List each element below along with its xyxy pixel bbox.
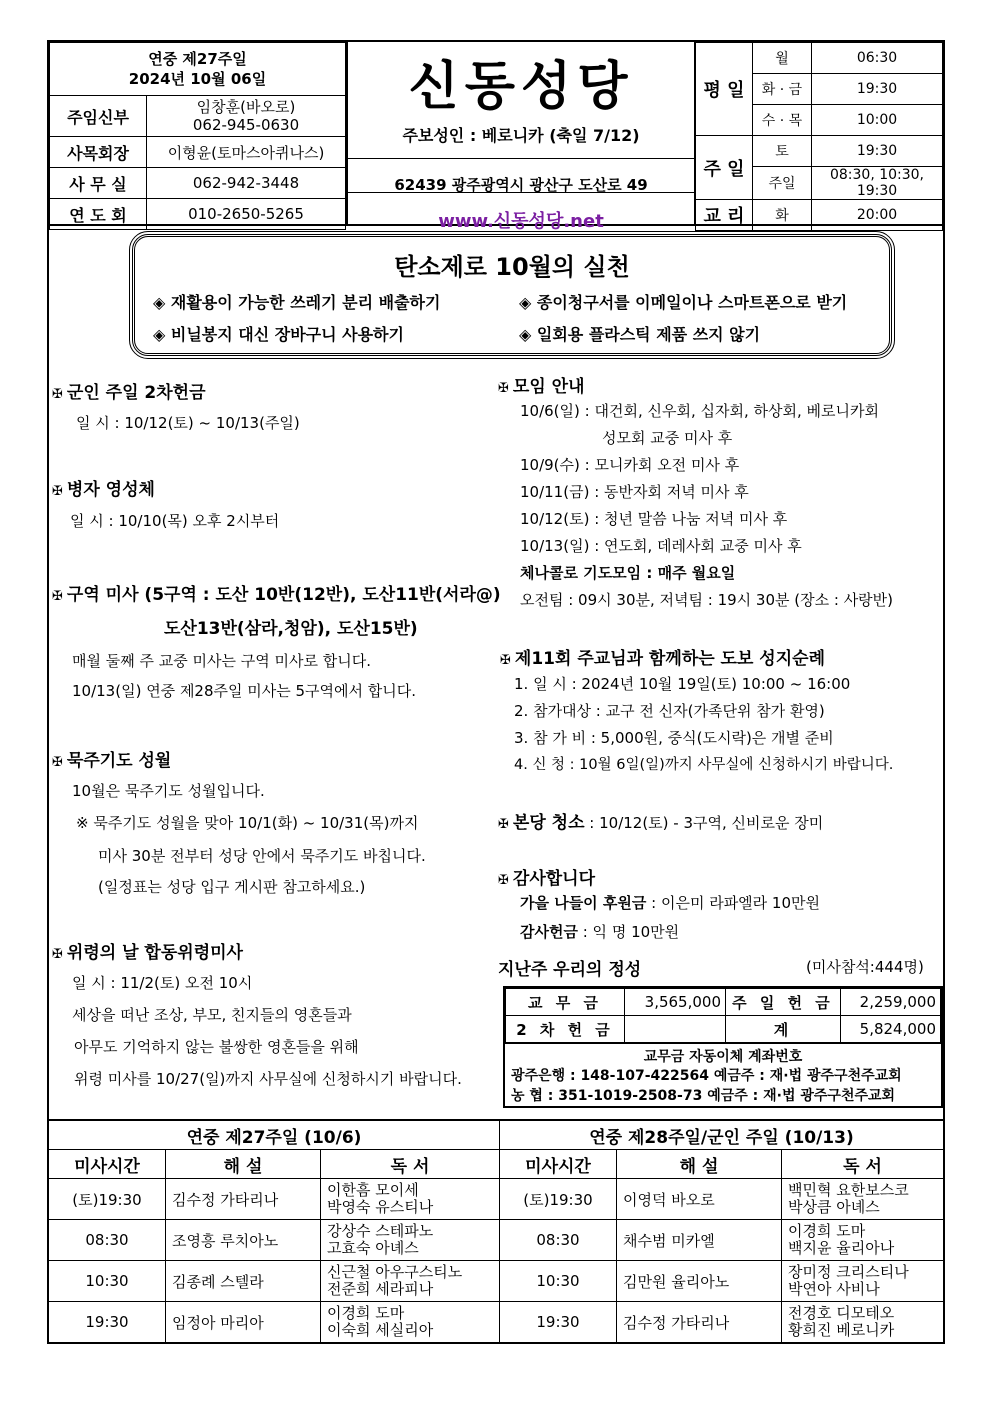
meeting-line: 10/9(수) : 모니카회 오전 미사 후 bbox=[520, 456, 740, 474]
cleaning-notice: ✠ 본당 청소 : 10/12(토) - 3구역, 신비로운 장미 bbox=[498, 813, 824, 833]
bank-account-line: 농 협 : 351-1019-2508-73 예금주 : 재·법 광주구천주교회 bbox=[511, 1088, 896, 1104]
readers: 전경호 디모테오 황희진 베로니카 bbox=[782, 1302, 945, 1344]
banner-item: ◈ 일회용 플라스틱 제품 쓰지 않기 bbox=[519, 325, 761, 344]
all-souls-line: 아무도 기억하지 않는 불쌍한 영혼들을 위해 bbox=[74, 1038, 359, 1056]
col-reader: 독 서 bbox=[321, 1150, 500, 1179]
cross-icon: ✠ bbox=[52, 589, 63, 604]
commentator: 김수정 가타리나 bbox=[166, 1179, 321, 1220]
pilgrimage-line: 2. 참가대상 : 교구 전 신자(가족단위 참가 환영) bbox=[514, 702, 825, 720]
sick-communion-date: 일 시 : 10/10(목) 오후 2시부터 bbox=[70, 512, 280, 530]
carbon-zero-banner bbox=[132, 234, 892, 356]
col-reader: 독 서 bbox=[782, 1150, 945, 1179]
cross-icon: ✠ bbox=[52, 387, 63, 402]
schedule-time: 06:30 bbox=[812, 43, 943, 74]
offering-value: 2,259,000 bbox=[841, 989, 941, 1016]
cenacle-prayer: 체나콜로 기도모임 : 매주 월요일 bbox=[520, 564, 736, 582]
cross-icon: ✠ bbox=[500, 653, 511, 668]
meeting-line: 성모회 교중 미사 후 bbox=[602, 429, 733, 447]
office-phone: 062-942-3448 bbox=[147, 168, 346, 199]
cross-icon: ✠ bbox=[52, 755, 63, 770]
district-mass-line: 10/13(일) 연중 제28주일 미사는 5구역에서 합니다. bbox=[72, 682, 417, 700]
catechism-label: 교 리 bbox=[696, 200, 753, 231]
schedule-day: 월 bbox=[753, 43, 812, 74]
readers: 장미정 크리스티나 박연아 사비나 bbox=[782, 1261, 945, 1302]
thanks-line: 가을 나들이 후원금 : 이은미 라파엘라 10만원 bbox=[520, 894, 820, 912]
week27-title: 연중 제27주일 (10/6) bbox=[48, 1120, 500, 1150]
col-comment: 해 설 bbox=[166, 1150, 321, 1179]
bank-accounts bbox=[505, 1043, 941, 1106]
offering-value: 5,824,000 bbox=[841, 1016, 941, 1043]
thanks-line: 감사헌금 : 익 명 10만원 bbox=[520, 923, 680, 941]
parish-title: 신동성당 bbox=[408, 57, 634, 117]
commentator: 김수정 가타리나 bbox=[617, 1302, 782, 1344]
sick-communion-heading: ✠ 병자 영성체 bbox=[52, 480, 155, 500]
offering-label: 주 일 헌 금 bbox=[726, 989, 841, 1016]
mass-time: (토)19:30 bbox=[500, 1179, 617, 1220]
mass-time: 10:30 bbox=[500, 1261, 617, 1302]
commentator: 조영흥 루치아노 bbox=[166, 1220, 321, 1261]
readers: 이한흠 모이세 박영숙 유스티나 bbox=[321, 1179, 500, 1220]
banner-item: ◈ 비닐봉지 대신 장바구니 사용하기 bbox=[153, 325, 404, 344]
rosary-line: 미사 30분 전부터 성당 안에서 묵주기도 바칩니다. bbox=[98, 847, 426, 865]
commentator: 임정아 마리아 bbox=[166, 1302, 321, 1344]
all-souls-heading: ✠ 위령의 날 합동위령미사 bbox=[52, 943, 243, 963]
meeting-line: 10/13(일) : 연도회, 데레사회 교중 미사 후 bbox=[520, 537, 802, 555]
thanks-heading: ✠ 감사합니다 bbox=[498, 869, 596, 889]
schedule-day: 토 bbox=[753, 136, 812, 167]
readers: 이경희 도마 이숙희 세실리아 bbox=[321, 1302, 500, 1344]
schedule-time: 10:00 bbox=[812, 105, 943, 136]
bank-accounts-title: 교무금 자동이체 계좌번호 bbox=[643, 1049, 803, 1065]
mass-time: (토)19:30 bbox=[48, 1179, 166, 1220]
weekday-label: 평 일 bbox=[696, 43, 753, 136]
pastor-value bbox=[147, 96, 346, 137]
pilgrimage-heading: ✠ 제11회 주교님과 함께하는 도보 성지순례 bbox=[500, 649, 825, 669]
schedule-time: 08:30, 10:30, 19:30 bbox=[812, 167, 943, 200]
military-sunday-date: 일 시 : 10/12(토) ~ 10/13(주일) bbox=[76, 414, 300, 432]
offering-label: 교 무 금 bbox=[506, 989, 625, 1016]
schedule-time: 19:30 bbox=[812, 74, 943, 105]
mass-time: 10:30 bbox=[48, 1261, 166, 1302]
rosary-line: 10월은 묵주기도 성월입니다. bbox=[72, 782, 265, 800]
parish-info-table bbox=[49, 42, 346, 230]
bulletin-date: 2024년 10월 06일 bbox=[128, 70, 267, 88]
offering-value: 3,565,000 bbox=[625, 989, 726, 1016]
rosary-line: (일정표는 성당 입구 게시판 참고하세요.) bbox=[98, 878, 366, 896]
district-mass-line: 매월 둘째 주 교중 미사는 구역 미사로 합니다. bbox=[72, 652, 371, 670]
prayer-group-label: 연 도 회 bbox=[50, 199, 147, 230]
mass-time: 08:30 bbox=[500, 1220, 617, 1261]
parish-website[interactable]: www.신동성당.net bbox=[438, 211, 604, 232]
pastor-phone: 062-945-0630 bbox=[192, 116, 300, 134]
mass-schedule-table bbox=[695, 42, 943, 231]
schedule-day: 화 bbox=[753, 200, 812, 231]
banner-item: ◈ 재활용이 가능한 쓰레기 분리 배출하기 bbox=[153, 293, 441, 312]
mass-time: 19:30 bbox=[500, 1302, 617, 1344]
commentator: 김종례 스텔라 bbox=[166, 1261, 321, 1302]
mass-time: 19:30 bbox=[48, 1302, 166, 1344]
schedule-day: 수 · 목 bbox=[753, 105, 812, 136]
schedule-time: 20:00 bbox=[812, 200, 943, 231]
readers: 신근철 아우구스티노 전준희 세라피나 bbox=[321, 1261, 500, 1302]
liturgical-week: 연중 제27주일 bbox=[148, 50, 247, 68]
all-souls-line: 일 시 : 11/2(토) 오전 10시 bbox=[72, 974, 253, 992]
council-value: 이형윤(토마스아퀴나스) bbox=[147, 137, 346, 168]
meeting-line: 10/11(금) : 동반자회 저녁 미사 후 bbox=[520, 483, 749, 501]
table-row bbox=[48, 1220, 944, 1261]
mass-ministers-table bbox=[47, 1119, 945, 1344]
cross-icon: ✠ bbox=[52, 484, 63, 499]
pilgrimage-line: 4. 신 청 : 10월 6일(일)까지 사무실에 신청하시기 바랍니다. bbox=[514, 757, 894, 773]
cross-icon: ✠ bbox=[52, 947, 63, 962]
date-cell bbox=[50, 43, 346, 96]
offering-label: 2 차 헌 금 bbox=[506, 1016, 625, 1043]
prayer-group-phone: 010-2650-5265 bbox=[147, 199, 346, 230]
col-comment: 해 설 bbox=[617, 1150, 782, 1179]
commentator: 이영덕 바오로 bbox=[617, 1179, 782, 1220]
patron-saint: 주보성인 : 베로니카 (축일 7/12) bbox=[402, 126, 640, 145]
readers: 백민혁 요한보스코 박상큼 아녜스 bbox=[782, 1179, 945, 1220]
schedule-day: 화 · 금 bbox=[753, 74, 812, 105]
offering-table bbox=[505, 988, 941, 1043]
table-row bbox=[48, 1302, 944, 1344]
mass-ministers bbox=[47, 1119, 945, 1344]
cross-icon: ✠ bbox=[498, 873, 509, 888]
district-mass-heading: ✠ 구역 미사 (5구역 : 도산 10반(12반), 도산11반(서라@) bbox=[52, 585, 501, 605]
banner-item: ◈ 종이청구서를 이메일이나 스마트폰으로 받기 bbox=[519, 293, 848, 312]
bank-account-line: 광주은행 : 148-107-422564 예금주 : 재·법 광주구천주교회 bbox=[511, 1068, 902, 1084]
table-row bbox=[48, 1179, 944, 1220]
banner-title: 탄소제로 10월의 실천 bbox=[394, 253, 630, 281]
all-souls-line: 세상을 떠난 조상, 부모, 친지들의 영혼들과 bbox=[72, 1006, 352, 1024]
table-row bbox=[48, 1261, 944, 1302]
attendance-count: (미사참석:444명) bbox=[806, 958, 924, 976]
mass-time: 08:30 bbox=[48, 1220, 166, 1261]
parish-title-block bbox=[346, 42, 695, 232]
readers: 이경희 도마 백지윤 율리아나 bbox=[782, 1220, 945, 1261]
offering-label: 계 bbox=[726, 1016, 841, 1043]
office-label: 사 무 실 bbox=[50, 168, 147, 199]
pastor-name: 임창훈(바오로) bbox=[196, 98, 296, 116]
parish-address: 62439 광주광역시 광산구 도산로 49 bbox=[394, 176, 648, 194]
pilgrimage-line: 1. 일 시 : 2024년 10월 19일(토) 10:00 ~ 16:00 bbox=[514, 675, 851, 693]
cenacle-times: 오전팀 : 09시 30분, 저녁팀 : 19시 30분 (장소 : 사랑반) bbox=[520, 591, 894, 609]
meetings-heading: ✠ 모임 안내 bbox=[498, 377, 585, 397]
schedule-time: 19:30 bbox=[812, 136, 943, 167]
schedule-day: 주일 bbox=[753, 167, 812, 200]
all-souls-line: 위령 미사를 10/27(일)까지 사무실에 신청하시기 바랍니다. bbox=[74, 1070, 462, 1088]
military-sunday-heading: ✠ 군인 주일 2차헌금 bbox=[52, 383, 206, 403]
rosary-line: ※ 묵주기도 성월을 맞아 10/1(화) ~ 10/31(목)까지 bbox=[76, 814, 419, 832]
week28-title: 연중 제28주일/군인 주일 (10/13) bbox=[500, 1120, 945, 1150]
rosary-month-heading: ✠ 묵주기도 성월 bbox=[52, 751, 172, 771]
col-time: 미사시간 bbox=[500, 1150, 617, 1179]
pastor-label: 주임신부 bbox=[50, 96, 147, 137]
sunday-label: 주 일 bbox=[696, 136, 753, 200]
cross-icon: ✠ bbox=[498, 817, 509, 832]
meeting-line: 10/6(일) : 대건회, 신우회, 십자회, 하상회, 베로니카회 bbox=[520, 402, 879, 420]
bulletin-header bbox=[47, 40, 945, 232]
meeting-line: 10/12(토) : 청년 말씀 나눔 저녁 미사 후 bbox=[520, 510, 788, 528]
council-label: 사목회장 bbox=[50, 137, 147, 168]
pilgrimage-line: 3. 참 가 비 : 5,000원, 중식(도시락)은 개별 준비 bbox=[514, 729, 834, 747]
offering-box bbox=[503, 986, 943, 1108]
district-mass-heading-cont: 도산13반(삼라,청암), 도산15반) bbox=[164, 619, 418, 639]
commentator: 김만원 율리아노 bbox=[617, 1261, 782, 1302]
col-time: 미사시간 bbox=[48, 1150, 166, 1179]
cross-icon: ✠ bbox=[498, 381, 509, 396]
commentator: 채수범 미카엘 bbox=[617, 1220, 782, 1261]
offering-heading: 지난주 우리의 정성 bbox=[498, 960, 642, 980]
readers: 강상수 스테파노 고효숙 아녜스 bbox=[321, 1220, 500, 1261]
offering-value bbox=[625, 1016, 726, 1043]
